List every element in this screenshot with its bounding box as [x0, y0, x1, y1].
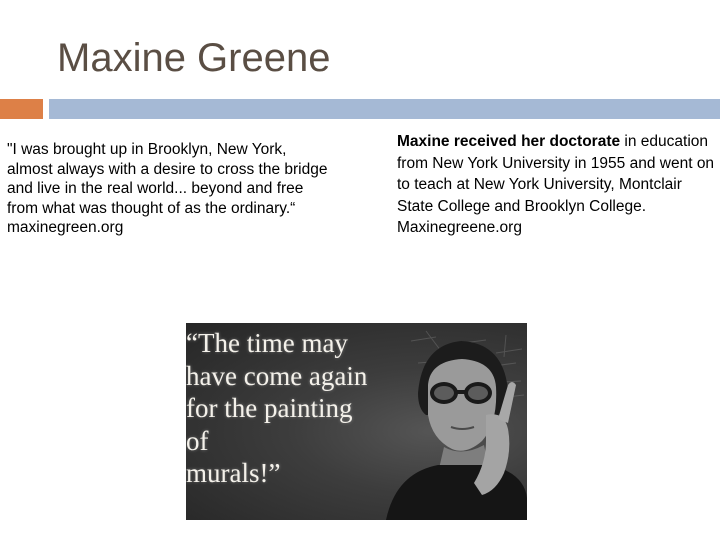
blue-header-bar — [49, 99, 720, 119]
mural-quote-line: of — [186, 425, 209, 456]
orange-accent-bar — [0, 99, 43, 119]
slide-title: Maxine Greene — [57, 36, 331, 80]
quote-source: maxinegreen.org — [7, 219, 124, 236]
doctorate-body: in education from New York University in 1955 and went on to teach at New York University, Montclair State College and Brooklyn College. — [397, 133, 715, 215]
mural-quote-line: for the painting — [186, 393, 353, 423]
portrait-photo — [186, 323, 527, 520]
brooklyn-quote: "I was brought up in Brooklyn, New York, almost always with a desire to cross the bridge and live in the real world... beyond and free from what was thought of as the ordinary.“ — [7, 141, 328, 217]
doctorate-lead: Maxine received her doctorate — [397, 133, 621, 150]
mural-quote-line: murals!” — [186, 458, 281, 488]
right-text-column — [397, 131, 715, 239]
left-text-column — [7, 140, 332, 238]
bio-source: Maxinegreene.org — [397, 219, 522, 236]
mural-quote-line: have come again — [186, 360, 368, 391]
mural-quote — [186, 327, 367, 490]
mural-quote-line: “The time may — [186, 328, 348, 358]
